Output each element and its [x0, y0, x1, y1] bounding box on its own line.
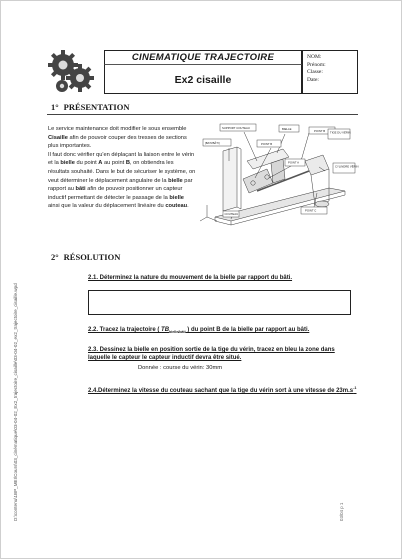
- intro-p1-run: Le service maintenance doit modifier le sous ensemble: [48, 126, 187, 132]
- intro-p2-run: bâti: [75, 186, 86, 193]
- gear-logo-icon: [45, 45, 99, 99]
- intro-p2-run: B: [125, 160, 130, 167]
- firstname-field-label: Prénom:: [307, 61, 326, 68]
- name-field-label: NOM:: [307, 54, 322, 60]
- intro-p2-run: , on obtiendra les résultats souhaité. Dans le but de sécuriser le système, on veut déterminer le déplacement angulaire de la: [48, 160, 196, 184]
- document-title: CINEMATIQUE TRAJECTOIRE: [104, 50, 302, 64]
- question-2-2: [88, 326, 358, 336]
- section-1-heading: [51, 102, 129, 112]
- intro-p2-run: A: [98, 160, 103, 167]
- presentation-text: [48, 125, 196, 211]
- cisaille-diagram: [197, 121, 359, 233]
- question-2-4-exponent: -1: [353, 386, 357, 390]
- diagram-label-point-c: POINT C: [305, 208, 317, 213]
- presentation-paragraph-2: [48, 151, 196, 211]
- intro-p2-run: ainsi que la valeur du déplacement linéaire du: [48, 203, 166, 210]
- question-2-4-speed: 23m.s: [336, 388, 354, 394]
- question-2-2-prefix: 2.2. Tracez la trajectoire (: [88, 327, 162, 333]
- intro-p2-run: afin de pouvoir positionner un capteur inductif permettant de détecter le passage de la: [48, 186, 183, 201]
- intro-p1-run: Cisaille: [48, 134, 68, 141]
- question-2-1: 2.1. Déterminez la nature du mouvement de la bielle par rapport du bâti.: [88, 275, 293, 281]
- diagram-label-bati: [BATI/BÂTI]: [205, 140, 220, 145]
- diagram-label-support: SUPPORT COUTEAU: [222, 125, 250, 130]
- section-2-number: 2°: [51, 252, 59, 262]
- intro-p2-run: bielle: [168, 177, 183, 184]
- intro-p1-run: afin de pouvoir couper des tresses de sections plus importantes.: [48, 134, 187, 150]
- page-code: 03/04 p 1: [339, 502, 344, 521]
- diagram-label-point-b-2: POINT B: [314, 128, 326, 133]
- question-2-4: [88, 384, 358, 395]
- header-divider: [47, 114, 358, 115]
- diagram-label-tige: TIGE DU VÉRIN: [330, 130, 351, 135]
- intro-p2-run: bielle: [169, 194, 184, 201]
- class-field-label: Classe:: [307, 69, 323, 75]
- trajectory-subscript: bielle/bâti: [169, 330, 186, 335]
- intro-p2-run: couteau: [165, 203, 188, 210]
- intro-p2-run: du point: [74, 160, 99, 167]
- diagram-label-bielle: BIELLE: [282, 126, 292, 131]
- intro-p2-run: .: [187, 203, 189, 210]
- diagram-label-point-b: POINT B: [261, 141, 273, 146]
- answer-box-2-1[interactable]: [88, 290, 351, 315]
- trajectory-symbol: TB: [161, 327, 170, 333]
- file-path-margin: D:\contenu\1BP_MEI\Cours\03_cinématique\03-04-02_Ex2_trajectoire_cisaille\03-04-02_ex2_trajectoire_cisaille.wpd: [13, 283, 18, 521]
- question-2-4-text: 2.4.Déterminez la vitesse du couteau sachant que la tige du vérin sort à une vitesse de: [88, 388, 337, 394]
- intro-p2-run: Il faut donc vérifier qu'en déplaçant la liaison entre le vérin et la: [48, 151, 195, 167]
- diagram-label-point-a: POINT A: [288, 160, 299, 165]
- donnee-course-verin: Donnée : course du vérin: 30mm: [138, 365, 223, 371]
- section-1-title: PRÉSENTATION: [63, 102, 130, 112]
- question-2-3: 2.3. Dessinez la bielle en position sortie de la tige du vérin, tracez en bleu la zone dans laquelle le capteur le capteur inductif devra être situé.: [88, 347, 335, 361]
- exercise-title: Ex2 cisaille: [104, 64, 302, 94]
- question-2-2-suffix: ) du point B de la bielle par rapport au bâti.: [185, 327, 310, 333]
- diagram-label-cylindre: CYLINDRE VÉRIN: [335, 164, 359, 169]
- intro-p2-run: au point: [102, 160, 126, 167]
- presentation-paragraph-1: [48, 125, 196, 151]
- intro-p2-run: par rapport au: [48, 177, 193, 193]
- date-field-label: Date:: [307, 76, 319, 83]
- student-id-box: [302, 50, 358, 94]
- intro-p2-run: bielle: [60, 160, 75, 167]
- section-2-heading: [51, 252, 120, 262]
- section-1-number: 1°: [51, 102, 59, 112]
- section-2-title: RÉSOLUTION: [63, 252, 121, 262]
- diagram-label-couteau: COUTEAU: [224, 212, 239, 216]
